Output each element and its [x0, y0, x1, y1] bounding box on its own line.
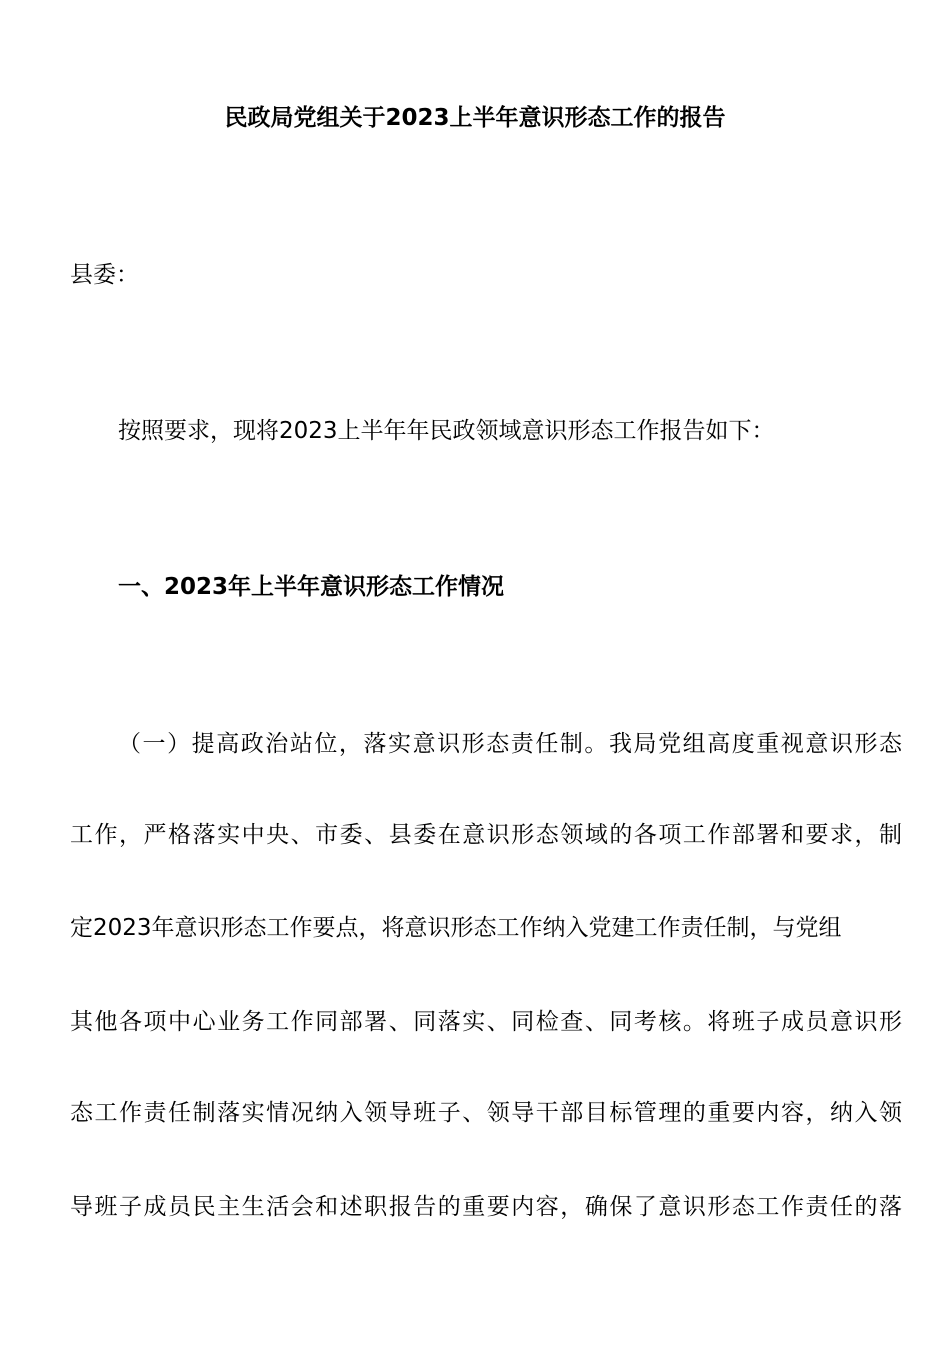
salutation: 县委：	[70, 262, 139, 288]
paragraph-line: 导班子成员民主生活会和述职报告的重要内容，确保了意识形态工作责任的落	[70, 1194, 902, 1220]
section-heading: 一、2023年上半年意识形态工作情况	[118, 574, 505, 600]
intro-paragraph: 按照要求，现将2023上半年年民政领域意识形态工作报告如下：	[118, 418, 775, 444]
paragraph-line: 其他各项中心业务工作同部署、同落实、同检查、同考核。将班子成员意识形	[70, 1009, 902, 1035]
paragraph-line: 态工作责任制落实情况纳入领导班子、领导干部目标管理的重要内容，纳入领	[70, 1100, 902, 1126]
paragraph-line: 工作，严格落实中央、市委、县委在意识形态领域的各项工作部署和要求，制	[70, 822, 902, 848]
paragraph-line: （一）提高政治站位，落实意识形态责任制。我局党组高度重视意识形态	[118, 731, 902, 757]
document-title: 民政局党组关于2023上半年意识形态工作的报告	[224, 105, 726, 131]
paragraph-line: 定2023年意识形态工作要点，将意识形态工作纳入党建工作责任制，与党组	[70, 915, 842, 941]
